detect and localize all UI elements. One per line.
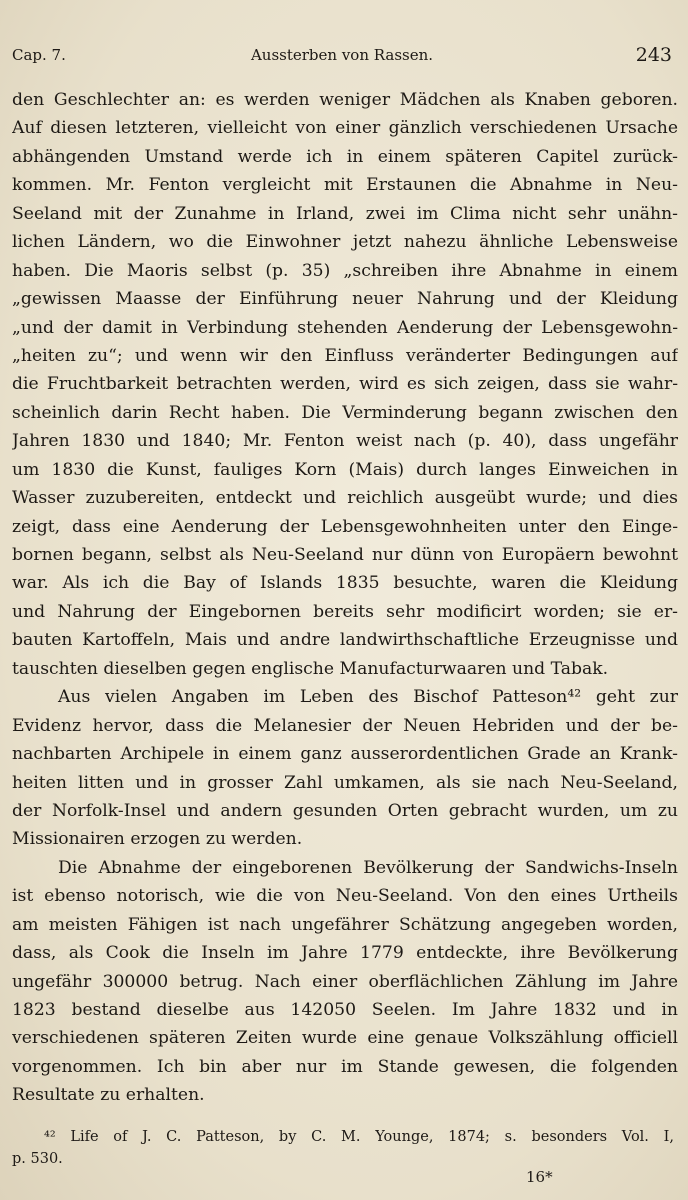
text-line: ungefähr 300000 betrug. Nach einer oberflächlichen Zählung im Jahre	[12, 971, 678, 992]
footnote-line: p. 530.	[12, 1151, 63, 1167]
text-line: Seeland mit der Zunahme in Irland, zwei im Clima nicht sehr unähn-	[12, 203, 678, 224]
text-line: Jahren 1830 und 1840; Mr. Fenton weist nach (p. 40), dass ungefähr	[12, 431, 678, 452]
text-line: die Fruchtbarkeit betrachten werden, wird es sich zeigen, dass sie wahr-	[12, 374, 678, 395]
text-line: Auf diesen letzteren, vielleicht von einer gänzlich verschiedenen Ursache	[12, 118, 678, 139]
chapter-label: Cap. 7.	[12, 46, 66, 64]
text-line: den Geschlechter an: es werden weniger Mädchen als Knaben geboren.	[12, 90, 678, 110]
running-title: Aussterben von Rassen.	[250, 46, 434, 64]
running-header	[12, 44, 672, 74]
page-number: 243	[635, 44, 672, 66]
body-text	[12, 86, 678, 1110]
text-line: am meisten Fähigen ist nach ungefährer Schätzung angegeben worden,	[12, 914, 678, 935]
text-line: „und der damit in Verbindung stehenden Aenderung der Lebensgewohn-	[12, 317, 678, 338]
text-line: „gewissen Maasse der Einführung neuer Nahrung und der Kleidung	[12, 289, 678, 310]
text-line: um 1830 die Kunst, fauliges Korn (Mais) durch langes Einweichen in	[12, 459, 678, 480]
text-line: Aus vielen Angaben im Leben des Bischof Patteson⁴² geht zur	[58, 687, 678, 708]
text-line: 1823 bestand dieselbe aus 142050 Seelen. Im Jahre 1832 und in	[12, 1000, 678, 1020]
text-line: nachbarten Archipele in einem ganz ausserordentlichen Grade an Krank-	[12, 744, 678, 765]
text-line: scheinlich darin Recht haben. Die Verminderung begann zwischen den	[12, 402, 678, 423]
text-line: war. Als ich die Bay of Islands 1835 besuchte, waren die Kleidung	[12, 573, 678, 594]
text-line: zeigt, dass eine Aenderung der Lebensgewohnheiten unter den Einge-	[12, 516, 678, 537]
text-line: dass, als Cook die Inseln im Jahre 1779 entdeckte, ihre Bevölkerung	[12, 943, 678, 964]
text-line: der Norfolk-Insel und andern gesunden Orten gebracht wurden, um zu	[12, 800, 678, 821]
footnote-line: ⁴² Life of J. C. Patteson, by C. M. Younge, 1874; s. besonders Vol. I,	[44, 1129, 674, 1145]
text-line: Resultate zu erhalten.	[12, 1085, 205, 1106]
text-line: haben. Die Maoris selbst (p. 35) „schreiben ihre Abnahme in einem	[12, 260, 678, 281]
footnote	[12, 1126, 674, 1170]
text-line: bauten Kartoffeln, Mais und andre landwirthschaftliche Erzeugnisse und	[12, 630, 678, 651]
text-line: tauschten dieselben gegen englische Manufacturwaaren und Tabak.	[12, 658, 609, 679]
text-line: vorgenommen. Ich bin aber nur im Stande gewesen, die folgenden	[12, 1056, 678, 1077]
text-line: abhängenden Umstand werde ich in einem späteren Capitel zurück-	[12, 146, 678, 167]
text-line: Evidenz hervor, dass die Melanesier der Neuen Hebriden und der be-	[12, 715, 678, 736]
text-line: Missionairen erzogen zu werden.	[12, 829, 303, 850]
text-line: „heiten zu“; und wenn wir den Einfluss veränderter Bedingungen auf	[12, 345, 678, 366]
text-line: Wasser zuzubereiten, entdeckt und reichlich ausgeübt wurde; und dies	[12, 488, 678, 509]
text-line: Die Abnahme der eingeborenen Bevölkerung der Sandwichs-Inseln	[58, 857, 678, 878]
printer-signature: 16*	[526, 1168, 553, 1186]
text-line: lichen Ländern, wo die Einwohner jetzt nahezu ähnliche Lebensweise	[12, 232, 678, 253]
text-line: verschiedenen späteren Zeiten wurde eine genaue Volkszählung officiell	[12, 1028, 678, 1049]
text-line: heiten litten und in grosser Zahl umkamen, als sie nach Neu-Seeland,	[12, 772, 678, 793]
text-line: bornen begann, selbst als Neu-Seeland nur dünn von Europäern bewohnt	[12, 545, 678, 565]
text-line: ist ebenso notorisch, wie die von Neu-Seeland. Von den eines Urtheils	[12, 886, 678, 907]
text-line: und Nahrung der Eingebornen bereits sehr modificirt worden; sie er-	[12, 601, 678, 622]
text-line: kommen. Mr. Fenton vergleicht mit Erstaunen die Abnahme in Neu-	[12, 175, 678, 196]
